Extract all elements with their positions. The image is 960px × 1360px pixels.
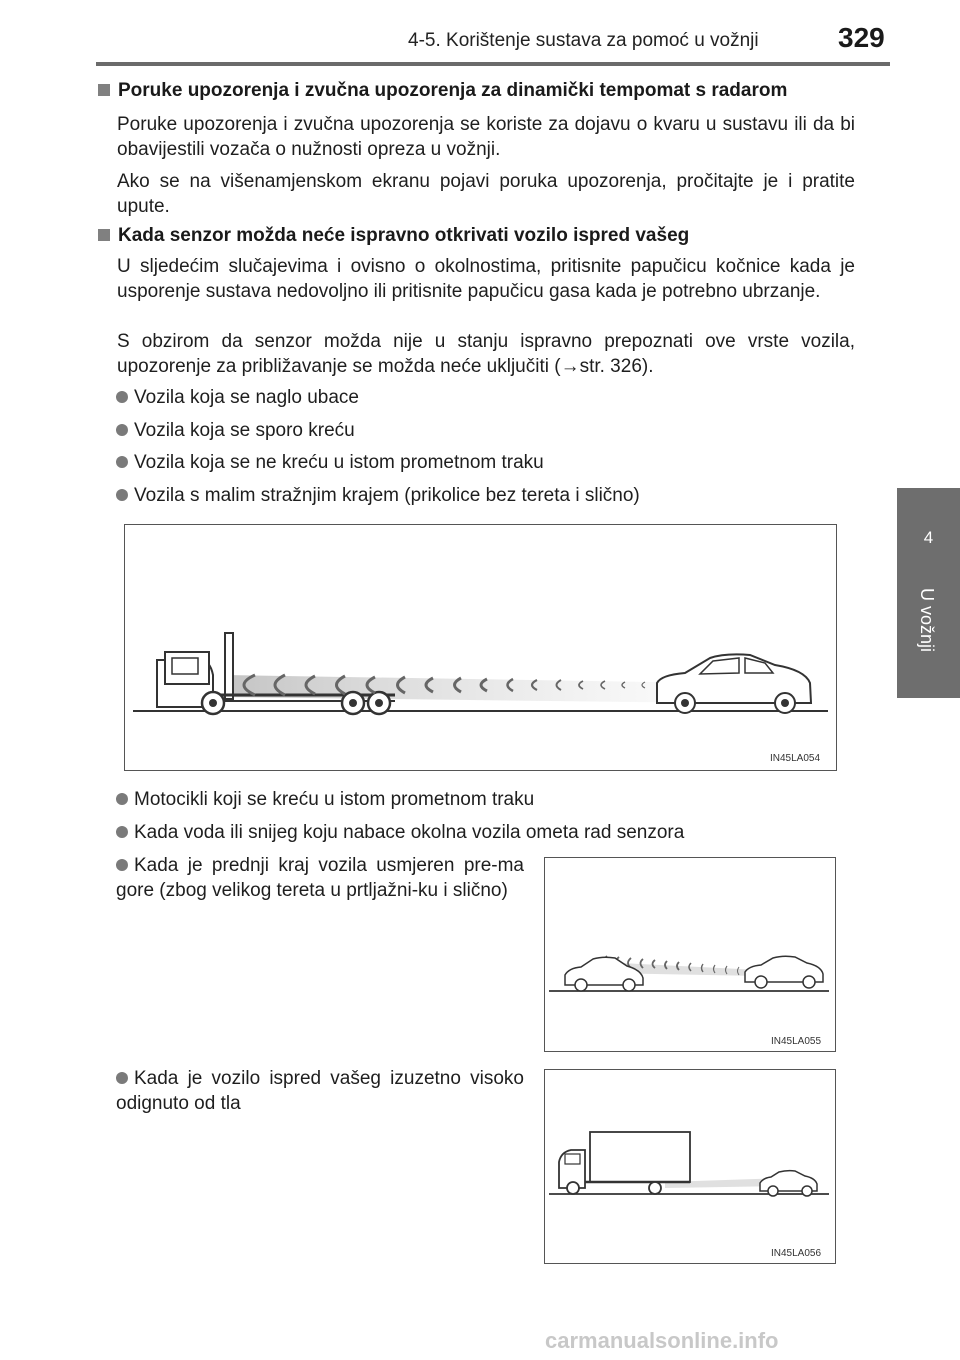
list-item-text: Kada je prednji kraj vozila usmjeren pre-ma gore (zbog velikog tereta u prtljažni-ku i slično) [116, 855, 524, 901]
bullet-dot-icon [116, 826, 128, 838]
list-item-text: Vozila koja se naglo ubace [134, 387, 359, 408]
paragraph: Ako se na višenamjenskom ekranu pojavi poruka upozorenja, pročitajte je i pratite upute. [117, 171, 855, 217]
bullet-dot-icon [116, 1072, 128, 1084]
list-item-text: Vozila koja se ne kreću u istom prometnom traku [134, 452, 544, 473]
two-cars-illustration [545, 858, 835, 1051]
list-item-text: Vozila koja se sporo kreću [134, 420, 355, 441]
chapter-tab-number: 4 [923, 528, 934, 547]
list-item-text: Kada voda ili snijeg koju nabace okolna vozila ometa rad senzora [134, 822, 685, 843]
list-item [116, 853, 524, 903]
list-item [116, 450, 544, 475]
square-bullet-icon [98, 84, 110, 96]
paragraph: U sljedećim slučajevima i ovisno o okolnostima, pritisnite papučicu kočnice kada je usporenje sustava nedovoljno ili pritisnite papučicu gasa kada je potrebno ubrzanje. [117, 256, 855, 302]
paragraph: Poruke upozorenja i zvučna upozorenja se koriste za dojavu o kvaru u sustavu ili da bi obavijestili vozača o nužnosti opreza u vožnji. [117, 114, 855, 160]
watermark: carmanualsonline.info [545, 1328, 779, 1353]
bullet-dot-icon [116, 859, 128, 871]
header-divider [96, 62, 890, 66]
chapter-tab-label: U vožnji [917, 588, 937, 653]
list-item [116, 787, 534, 812]
running-header: 4-5. Korištenje sustava za pomoć u vožnji [408, 30, 759, 51]
section-heading-text: Poruke upozorenja i zvučna upozorenja za dinamički tempomat s radarom [118, 80, 788, 101]
bullet-dot-icon [116, 391, 128, 403]
box-truck-illustration [545, 1070, 835, 1263]
bullet-dot-icon [116, 793, 128, 805]
paragraph: S obzirom da senzor možda nije u stanju ispravno prepoznati ove vrste vozila, upozorenje za približavanje se možda neće uključiti (→str. 326). [117, 331, 855, 377]
list-item-text: Motocikli koji se kreću u istom prometnom traku [134, 789, 535, 810]
section-heading-text: Kada senzor možda neće ispravno otkrivati vozilo ispred vašeg [118, 225, 690, 246]
section-heading-sensor [98, 225, 689, 247]
figure-trailer-truck [124, 524, 837, 771]
bullet-dot-icon [116, 424, 128, 436]
figure-code: IN45LA056 [771, 1248, 822, 1259]
list-item [116, 483, 640, 508]
page-number: 329 [838, 22, 885, 53]
truck-trailer-illustration [125, 525, 836, 770]
bullet-dot-icon [116, 456, 128, 468]
figure-two-cars [544, 857, 836, 1052]
list-item [116, 418, 355, 443]
figure-box-truck [544, 1069, 836, 1264]
list-item-text: Kada je vozilo ispred vašeg izuzetno visoko odignuto od tla [116, 1068, 524, 1114]
figure-code: IN45LA055 [771, 1036, 822, 1047]
section-heading-warnings [98, 80, 787, 102]
list-item [116, 820, 684, 845]
figure-code: IN45LA054 [770, 753, 821, 764]
list-item [116, 385, 359, 410]
list-item [116, 1066, 524, 1116]
chapter-tab [897, 488, 960, 698]
list-item-text: Vozila s malim stražnjim krajem (prikolice bez tereta i slično) [134, 485, 640, 506]
bullet-dot-icon [116, 489, 128, 501]
square-bullet-icon [98, 229, 110, 241]
